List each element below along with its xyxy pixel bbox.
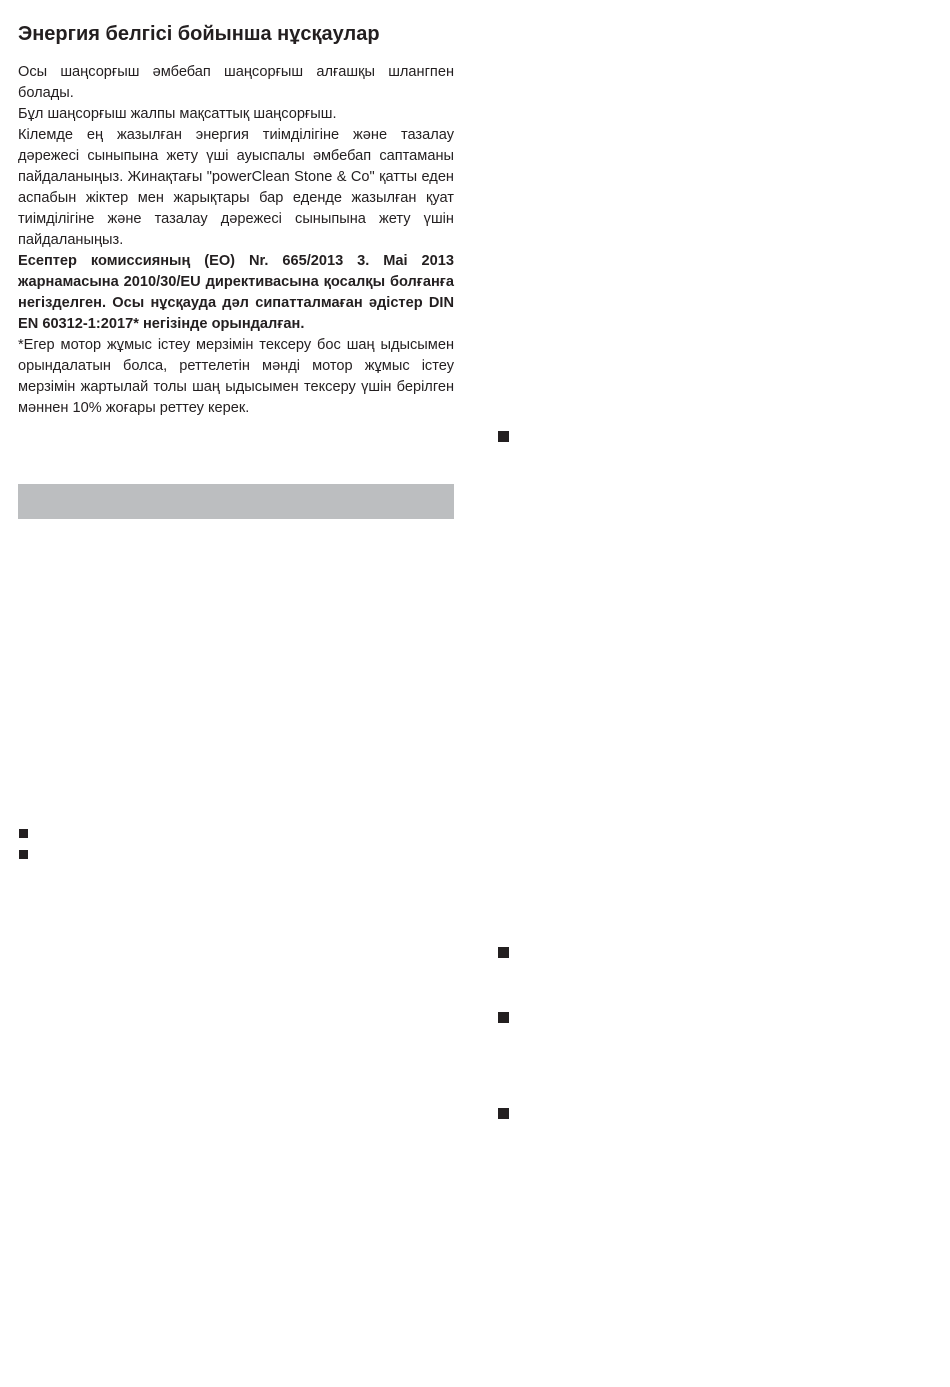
square-bullet-icon [19, 850, 28, 859]
square-bullet-icon [498, 1108, 509, 1119]
section-header-bar [18, 484, 454, 519]
paragraph-regulation: Есептер комиссияның (ЕО) Nr. 665/2013 3. Mai 2013 жарнамасына 2010/30/EU директивасына қосалқы болғанға негізделген. Осы нұсқауда дәл сипатталмаған әдістер DIN EN 60312-1:2017* негізінде орындалған. [18, 253, 454, 332]
square-bullet-icon [498, 947, 509, 958]
energy-label-text-column [18, 62, 454, 419]
paragraph-nozzle-usage: Кілемде ең жазылған энергия тиімділігіне және тазалау дәрежесі сыныпына жету үші ауыспалы әмбебап саптаманы пайдаланыңыз. Жинақтағы "powerClean Stone & Co" қатты еден аспабын жіктер мен жарықтары бар еденде жазылған қуат тиімділігіне және тазалау дәрежесі сыныпына жету үшін пайдаланыңыз. [18, 127, 454, 248]
paragraph-hose-info: Осы шаңсорғыш әмбебап шаңсорғыш алғашқы шлангпен болады. [18, 64, 454, 101]
square-bullet-icon [19, 829, 28, 838]
square-bullet-icon [498, 1012, 509, 1023]
page-title: Энергия белгісі бойынша нұсқаулар [18, 23, 380, 45]
paragraph-footnote: *Егер мотор жұмыс істеу мерзімін тексеру бос шаң ыдысымен орындалатын болса, реттелетін мәнді мотор жұмыс істеу мерзімін жартылай толы шаң ыдысымен тексеру үшін берілген мәннен 10% жоғары реттеу керек. [18, 337, 454, 416]
square-bullet-icon [498, 431, 509, 442]
paragraph-general-purpose: Бұл шаңсорғыш жалпы мақсаттық шаңсорғыш. [18, 106, 337, 122]
